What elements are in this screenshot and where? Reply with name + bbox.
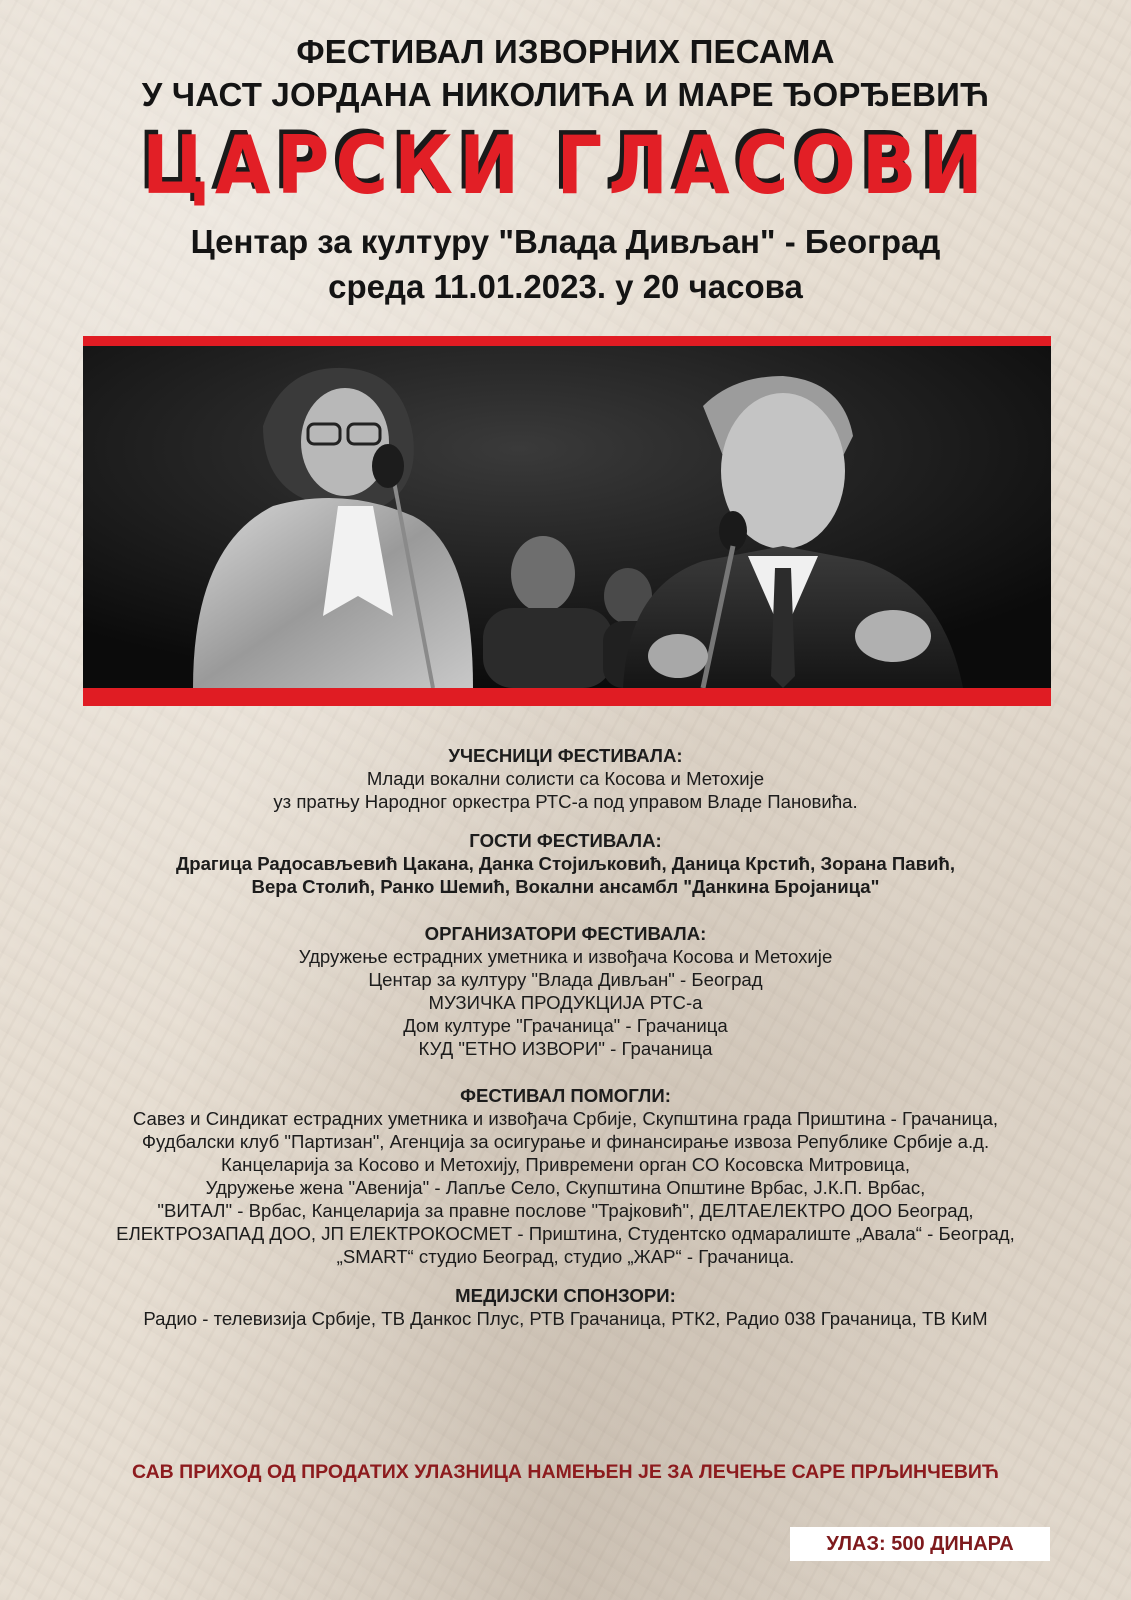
participants-line: уз пратњу Народног оркестра РТС-а под управом Владе Пановића. <box>273 791 858 812</box>
participants-line: Млади вокални солисти са Косова и Метохије <box>366 768 765 789</box>
organizers-heading: ОРГАНИЗАТОРИ ФЕСТИВАЛА: <box>424 923 707 944</box>
poster-header <box>0 30 1131 310</box>
organizers-line: Центар за културу "Влада Дивљан" - Београд <box>368 969 763 990</box>
ticket-price-badge: УЛАЗ: 500 ДИНАРА <box>790 1527 1050 1561</box>
organizers-line: КУД "ЕТНО ИЗВОРИ" - Грачаница <box>418 1038 713 1059</box>
supporters-line: Фудбалски клуб "Партизан", Агенција за осигурање и финансирање извоза Републике Србије а.д. <box>141 1131 990 1152</box>
media-sponsors-line: Радио - телевизија Србије, ТВ Данкос Плус, РТВ Грачаница, РТК2, Радио 038 Грачаница, ТВ КиМ <box>143 1308 988 1329</box>
supporters-line: Удружење жена "Авенија" - Лапље Село, Скупштина Општине Врбас, Ј.К.П. Врбас, <box>205 1177 926 1198</box>
supporters-line: „SMART“ студио Београд, студио „ЖАР“ - Грачаница. <box>336 1246 795 1267</box>
guests-heading: ГОСТИ ФЕСТИВАЛА: <box>469 830 662 851</box>
guests-line: Драгица Радосављевић Цакана, Данка Стојиљковић, Даница Крстић, Зорана Павић, <box>175 853 955 874</box>
performers-photo-illustration <box>83 346 1051 688</box>
venue: Центар за културу "Влада Дивљан" - Београд <box>190 223 941 260</box>
organizers-line: МУЗИЧКА ПРОДУКЦИЈА РТС-а <box>428 992 703 1013</box>
supporters-line: "ВИТАЛ" - Врбас, Канцеларија за правне послове "Трајковић", ДЕЛТАЕЛЕКТРО ДОО Београд, <box>157 1200 974 1221</box>
festival-subtitle-line-1: ФЕСТИВАЛ ИЗВОРНИХ ПЕСАМА <box>296 33 835 70</box>
supporters-line: ЕЛЕКТРОЗАПАД ДОО, ЈП ЕЛЕКТРОКОСМЕТ - Приштина, Студентско одмаралиште „Авала“ - Београд, <box>116 1223 1015 1244</box>
supporters-line: Савез и Синдикат естрадних уметника и извођача Србије, Скупштина града Приштина - Грачаница, <box>132 1108 999 1129</box>
media-sponsors-heading: МЕДИЈСКИ СПОНЗОРИ: <box>455 1285 676 1306</box>
festival-details <box>0 744 1131 1330</box>
organizers-line: Дом културе "Грачаница" - Грачаница <box>403 1015 728 1036</box>
festival-title: ЦАРСКИ ГЛАСОВИ <box>142 117 989 213</box>
guests-line: Вера Столић, Ранко Шемић, Вокални ансамбл "Данкина Бројаница" <box>251 876 880 897</box>
event-date: среда 11.01.2023. у 20 часова <box>328 268 803 305</box>
festival-subtitle-line-2: У ЧАСТ ЈОРДАНА НИКОЛИЋА И МАРЕ ЂОРЂЕВИЋ <box>141 76 990 113</box>
performers-photo <box>83 346 1051 688</box>
supporters-heading: ФЕСТИВАЛ ПОМОГЛИ: <box>460 1085 671 1106</box>
participants-heading: УЧЕСНИЦИ ФЕСТИВАЛА: <box>448 745 683 766</box>
proceeds-note: САВ ПРИХОД ОД ПРОДАТИХ УЛАЗНИЦА НАМЕЊЕН ЈЕ ЗА ЛЕЧЕЊЕ САРЕ ПРЉИНЧЕВИЋ <box>132 1461 999 1483</box>
photo-frame <box>83 336 1051 706</box>
organizers-line: Удружење естрадних уметника и извођача Косова и Метохије <box>298 946 833 967</box>
supporters-line: Канцеларија за Косово и Метохију, Привремени орган СО Косовска Митровица, <box>221 1154 910 1175</box>
